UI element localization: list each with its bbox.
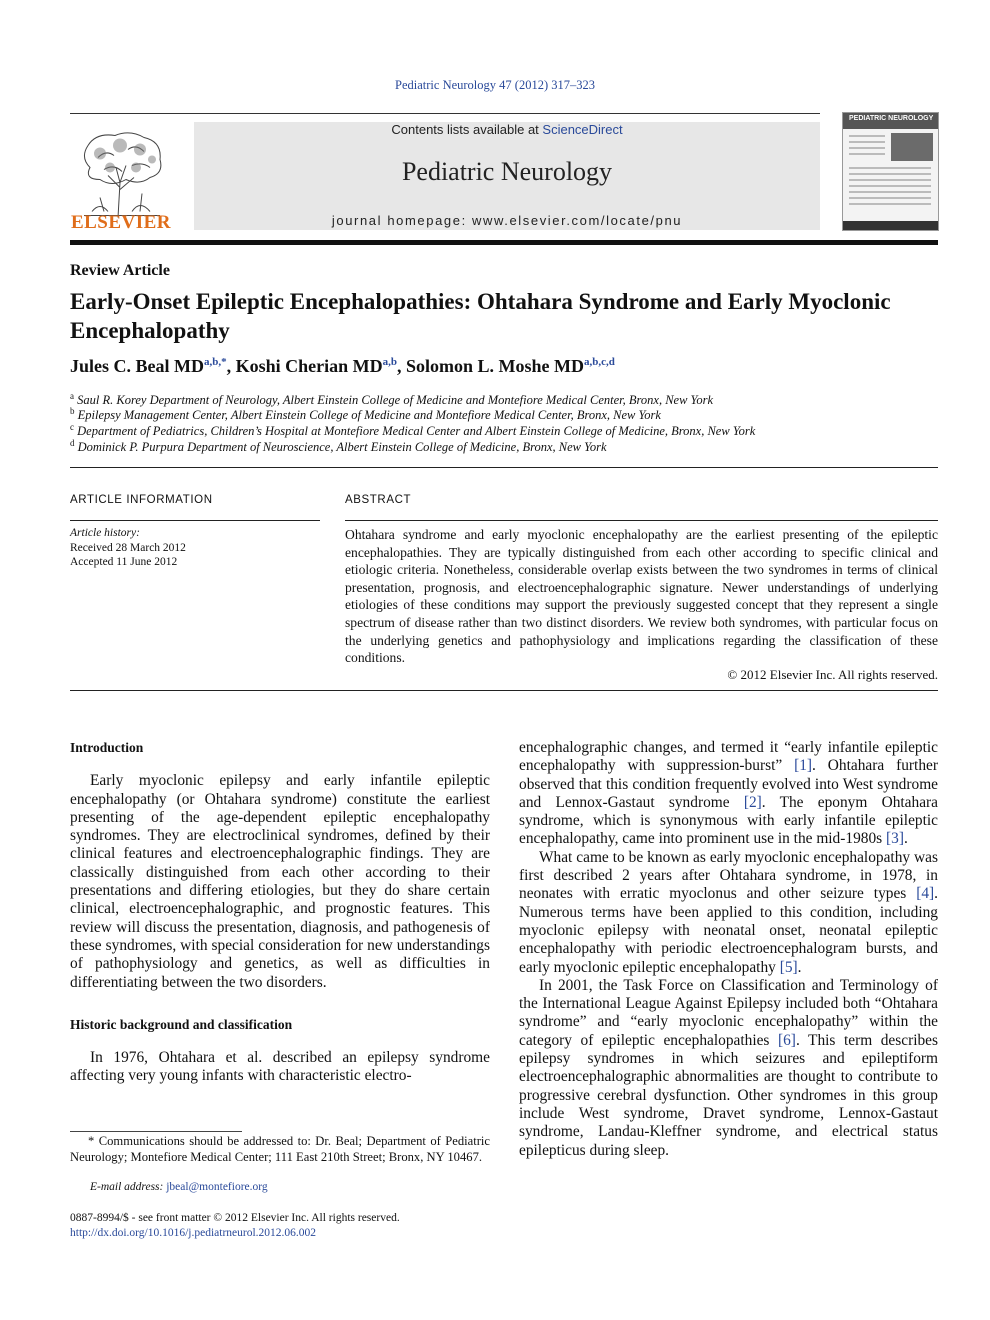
affiliation-text: Department of Pediatrics, Children’s Hospital at Montefiore Medical Center and Albert Einstein College of Medicine, Bronx, New York [77, 424, 756, 439]
cover-line [849, 141, 885, 143]
contents-prefix: Contents lists available at [391, 122, 543, 137]
cover-line [849, 173, 931, 175]
header-thick-rule [70, 240, 938, 245]
cover-line [849, 197, 931, 199]
cover-footer [843, 221, 938, 230]
email-link[interactable]: jbeal@montefiore.org [166, 1181, 268, 1193]
elsevier-wordmark: ELSEVIER [70, 212, 172, 233]
text-run: In 2001, the Task Force on Classification and Terminology of the International League Against Epilepsy included both “Ohtahara syndrome” and “early myoclonic encephalopathy” within the category of epileptic encephalopathies [519, 976, 938, 1049]
intro-paragraph: Early myoclonic epilepsy and early infantile epileptic encephalopathy (or Ohtahara syndrome) constitute the earliest presenting of the age-dependent epileptic encephalopathy syndromes. They are electroclinical syndromes, defined by their clinical features and electroencephalographic findings. They are classically distinguished from each other according to their presentations and differing etiologies, but they do share certain clinical, electroencephalographic, and prognostic features. This review will discuss the presentation, diagnosis, and pathogenesis of these syndromes, with special consideration for new understandings of pathophysiology and genetics, as well as difficulties in differentiating between the two disorders. [70, 772, 490, 991]
text-run: What came to be known as early myoclonic encephalopathy was first described 2 years after Ohtahara syndrome, in 1978, in neonates with erratic myoclonus and other seizure types [519, 848, 938, 903]
abstract-rule [345, 520, 938, 521]
cover-line [849, 185, 931, 187]
affiliation-key: d [70, 438, 75, 448]
author-affiliation-marks[interactable]: a,b,* [204, 356, 227, 368]
article-title: Early-Onset Epileptic Encephalopathies: Ohtahara Syndrome and Early Myoclonic Encephalopathy [70, 289, 891, 343]
received-date: Received 28 March 2012 [70, 541, 186, 554]
affiliation-text: Epilepsy Management Center, Albert Einstein College of Medicine and Montefiore Medical Center, Bronx, New York [77, 408, 661, 423]
citation-link[interactable]: [4] [916, 885, 935, 903]
citation-link[interactable]: [3] [886, 830, 904, 848]
journal-cover-thumbnail [842, 112, 939, 231]
citation-link[interactable]: [1] [794, 757, 813, 775]
affiliation-rule [70, 467, 938, 468]
body-column-left [70, 739, 490, 1086]
author-name[interactable]: Koshi Cherian MD [235, 356, 383, 376]
affiliation-key: b [70, 406, 75, 416]
text-run: . [903, 830, 908, 848]
history-paragraph: In 1976, Ohtahara et al. described an epilepsy syndrome affecting very young infants with characteristic electro- [70, 1049, 490, 1085]
section-heading-introduction: Introduction [70, 740, 144, 755]
issn-line: 0887-8994/$ - see front matter © 2012 Elsevier Inc. All rights reserved. [70, 1212, 400, 1224]
affiliation-key: c [70, 422, 74, 432]
footnote-rule [70, 1131, 242, 1132]
cover-line [849, 153, 885, 155]
header-rule [70, 113, 820, 114]
author-separator: , [397, 356, 407, 376]
journal-citation[interactable]: Pediatric Neurology 47 (2012) 317–323 [395, 78, 595, 92]
text-run: encephalographic changes, and termed it “early infantile epileptic encephalopathy with suppression-burst” [519, 739, 938, 775]
affiliation-text: Saul R. Korey Department of Neurology, Albert Einstein College of Medicine and Montefiore Medical Center, Bronx, New York [77, 393, 714, 408]
article-type: Review Article [70, 262, 170, 279]
citation-link[interactable]: [2] [743, 793, 762, 811]
text-run: . [797, 958, 802, 976]
affiliation-key: a [70, 391, 74, 401]
cover-title: PEDIATRIC NEUROLOGY [849, 115, 934, 122]
article-info-rule [70, 520, 320, 521]
cover-line [849, 167, 931, 169]
history-paragraph-continued [519, 739, 938, 849]
text-run: . Ohtahara further observed that this condition frequently evolved into West syndrome and Lennox-Gastaut syndrome [519, 757, 938, 811]
text-run: . Numerous terms have been applied to this condition, including myoclonic epilepsy with neonatal onset, neonatal epileptic encephalopathy with periodic electroencephalogram bursts, and early myoclonic epileptic encephalopathy [519, 885, 938, 976]
history-label: Article history: [70, 527, 140, 539]
author-name[interactable]: Jules C. Beal MD [70, 356, 204, 376]
affiliation-text: Dominick P. Purpura Department of Neuroscience, Albert Einstein College of Medicine, Bronx, New York [77, 440, 607, 455]
body-paragraph [519, 977, 938, 1160]
text-run: . The eponym Ohtahara syndrome, which is synonymous with early infantile epileptic encephalopathy, came into prominent use in the mid-1980s [519, 793, 938, 848]
abstract-heading: ABSTRACT [345, 494, 412, 506]
author-list [70, 356, 615, 377]
body-column-right [519, 739, 938, 1160]
author-affiliation-marks[interactable]: a,b [382, 356, 398, 368]
cover-image [891, 133, 933, 161]
email-label: E-mail address: [90, 1181, 167, 1193]
abstract-bottom-rule [70, 690, 938, 691]
author-separator: , [226, 356, 236, 376]
abstract-text: Ohtahara syndrome and early myoclonic encephalopathy are the earliest presenting of the epileptic encephalopathies. They are typically distinguished from each other according to specific clinical and etiologic criteria. Nonetheless, considerable overlap exists between the two syndromes in terms of clinical presentation, prognosis, and electroencephalographic signature. Newer understandings of underlying etiologies of these conditions may support the previously suggested concept that they represent a single spectrum of disease rather than two distinct disorders. We review both syndromes, with particular focus on the underlying genetics and pathophysiology and implications regarding the classification of these conditions. [345, 527, 938, 666]
affiliation [70, 406, 661, 423]
affiliation [70, 422, 755, 439]
cover-line [849, 191, 931, 193]
footnote-text: * Communications should be addressed to: Dr. Beal; Department of Pediatric Neurology; Montefiore Medical Center; 111 East 210th Street; Bronx, NY 10467. [70, 1134, 490, 1164]
article-history [70, 526, 320, 570]
cover-line [849, 135, 885, 137]
affiliation [70, 438, 607, 455]
email-line [90, 1181, 268, 1193]
abstract-copyright: © 2012 Elsevier Inc. All rights reserved. [727, 667, 938, 682]
contents-line [194, 122, 820, 137]
doi-link[interactable]: http://dx.doi.org/10.1016/j.pediatrneurol.2012.06.002 [70, 1227, 317, 1239]
cover-line [849, 203, 931, 205]
citation-link[interactable]: [5] [779, 958, 798, 976]
cover-line [849, 147, 885, 149]
journal-homepage[interactable]: journal homepage: www.elsevier.com/locate/pnu [331, 213, 683, 228]
section-heading-history: Historic background and classification [70, 1016, 293, 1032]
citation-link[interactable]: [6] [777, 1031, 796, 1049]
author-name[interactable]: Solomon L. Moshe MD [406, 356, 585, 376]
journal-title: Pediatric Neurology [401, 157, 613, 186]
cover-line [849, 179, 931, 181]
body-paragraph [519, 849, 938, 977]
article-info-heading: ARTICLE INFORMATION [70, 494, 213, 506]
text-run: . This term describes epilepsy syndromes in which seizures and epileptiform electroencephalographic abnormalities are thought to contribute to progressive cerebral dysfunction. Other syndromes in this group include West syndrome, Dravet syndrome, Lennox-Gastaut syndrome, Landau-Kleffner syndrome, and electrical status epilepticus during sleep. [519, 1031, 938, 1159]
sciencedirect-link[interactable]: ScienceDirect [542, 122, 623, 137]
author-affiliation-marks[interactable]: a,b,c,d [584, 356, 615, 368]
corresponding-author-footnote [70, 1133, 490, 1165]
accepted-date: Accepted 11 June 2012 [70, 556, 178, 568]
